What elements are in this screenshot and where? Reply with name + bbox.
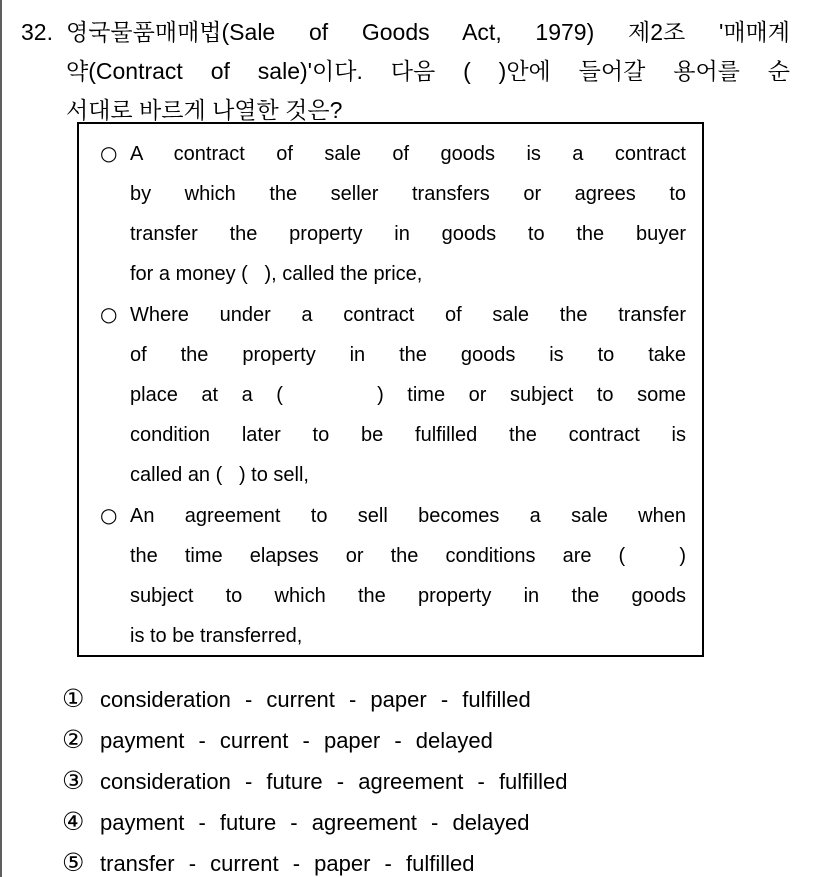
option-number-circle: ③ xyxy=(62,766,85,795)
quote-box xyxy=(77,122,704,657)
quote-line xyxy=(100,294,686,335)
quote-line xyxy=(100,133,686,174)
quote-text: An agreement to sell becomes a sale when xyxy=(130,505,686,527)
quote-line: for a money ( ), called the price, xyxy=(130,263,423,285)
quote-text: Where under a contract of sale the transfer xyxy=(130,304,686,326)
question-number: 32. xyxy=(21,19,53,45)
option-number-circle: ① xyxy=(62,684,85,713)
question-stem-line: 서대로 바르게 나열한 것은? xyxy=(66,97,343,123)
circle-bullet-icon: ○ xyxy=(100,503,118,527)
option-text: payment - current - paper - delayed xyxy=(100,728,493,753)
answer-option-4 xyxy=(22,807,804,848)
quote-line xyxy=(100,495,686,536)
option-text: consideration - future - agreement - fulfilled xyxy=(100,769,568,794)
question-stem xyxy=(66,13,790,130)
quote-line: the time elapses or the conditions are ( ) xyxy=(130,545,686,567)
answer-options xyxy=(22,684,804,877)
answer-option-5 xyxy=(22,848,804,877)
quote-line: called an ( ) to sell, xyxy=(130,464,309,486)
question-stem-line: 영국물품매매법(Sale of Goods Act, 1979) 제2조 '매매계 xyxy=(66,19,790,45)
option-text: payment - future - agreement - delayed xyxy=(100,810,530,835)
option-text: consideration - current - paper - fulfilled xyxy=(100,687,531,712)
option-text: transfer - current - paper - fulfilled xyxy=(100,851,475,876)
answer-option-2 xyxy=(22,725,804,766)
answer-option-1 xyxy=(22,684,804,725)
option-number-circle: ② xyxy=(62,725,85,754)
quote-line: of the property in the goods is to take xyxy=(130,344,686,366)
answer-option-3 xyxy=(22,766,804,807)
question-stem-line: 약(Contract of sale)'이다. 다음 ( )안에 들어갈 용어를 순 xyxy=(66,58,790,84)
quote-text: A contract of sale of goods is a contract xyxy=(130,143,686,165)
circle-bullet-icon: ○ xyxy=(100,302,118,326)
circle-bullet-icon: ○ xyxy=(100,141,118,165)
option-number-circle: ④ xyxy=(62,807,85,836)
quote-line: is to be transferred, xyxy=(130,625,303,647)
quote-line: condition later to be fulfilled the contract is xyxy=(130,424,686,446)
quote-line: place at a ( ) time or subject to some xyxy=(130,384,686,406)
quote-line: transfer the property in goods to the buyer xyxy=(130,223,686,245)
option-number-circle: ⑤ xyxy=(62,848,85,877)
column-divider-line xyxy=(0,0,2,877)
quote-line: by which the seller transfers or agrees to xyxy=(130,183,686,205)
quote-line: subject to which the property in the goods xyxy=(130,585,686,607)
